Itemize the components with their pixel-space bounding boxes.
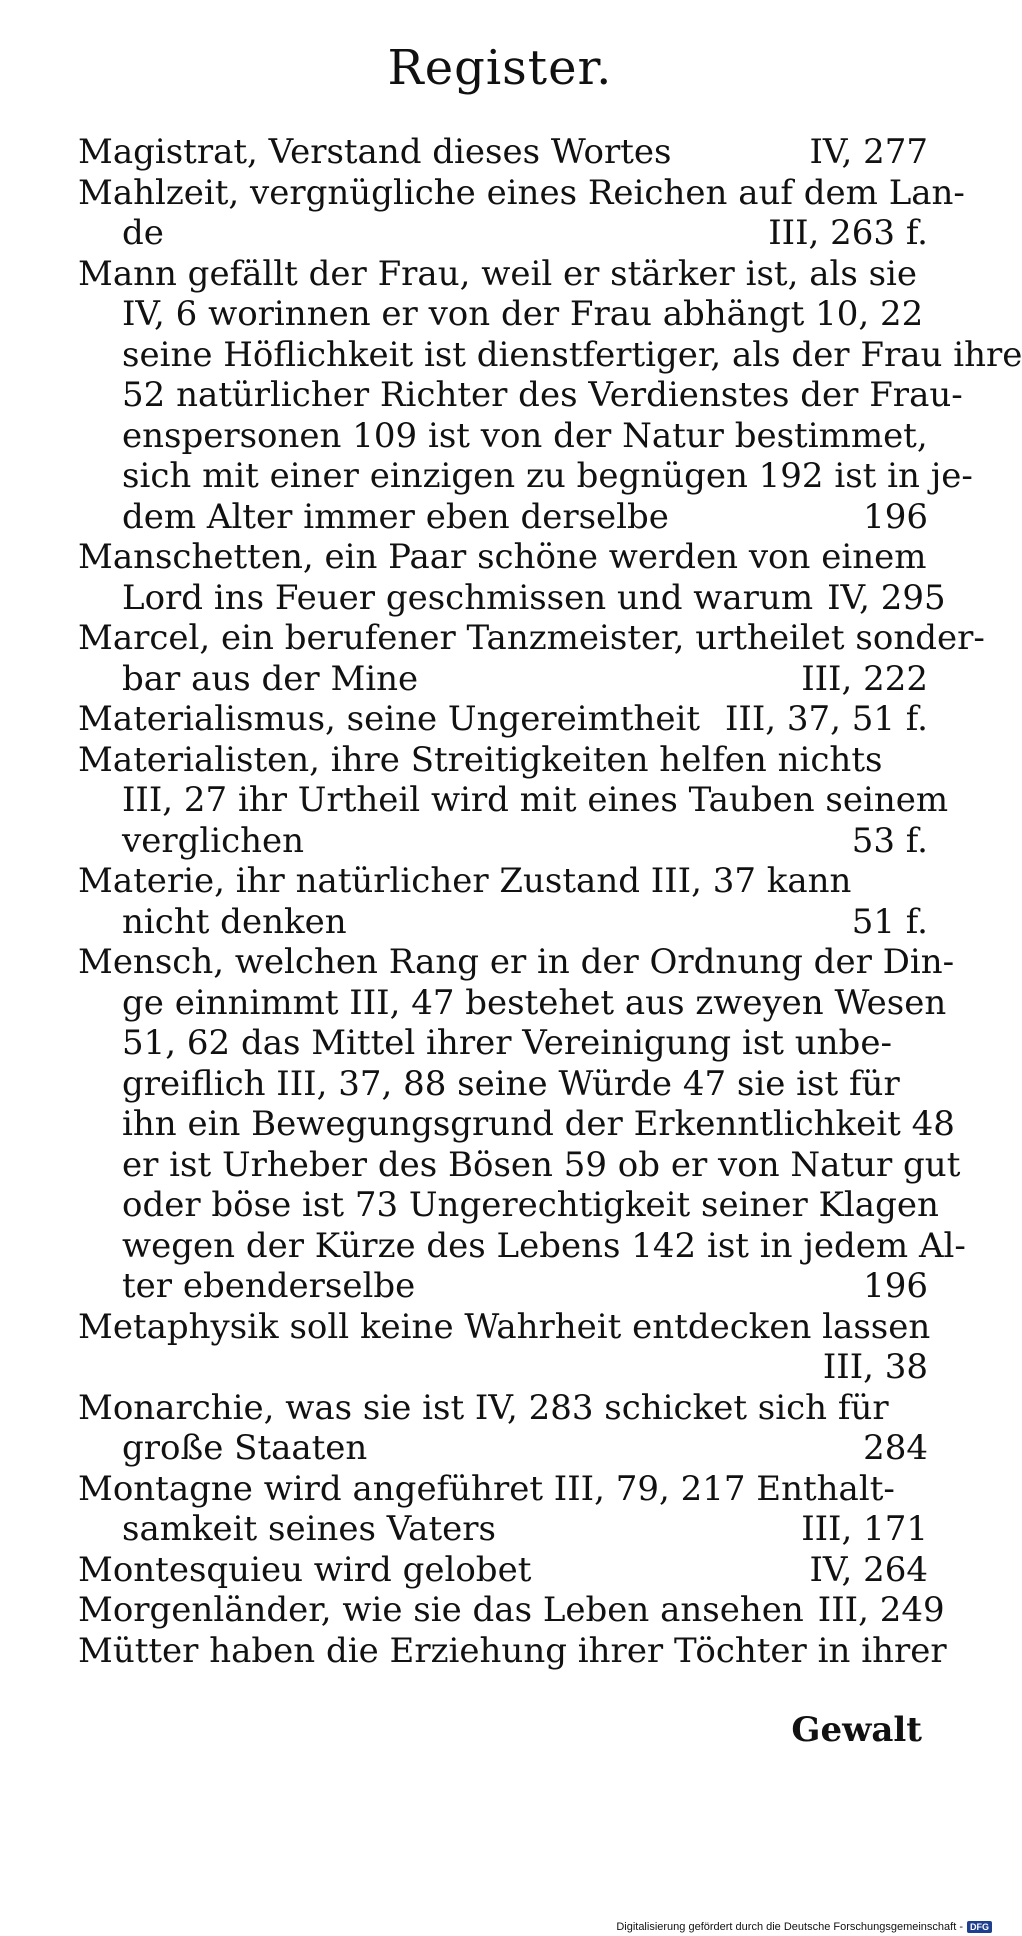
index-entries [78, 132, 1022, 1671]
entry-text: greiflich III, 37, 88 seine Würde 47 sie ist für [122, 1063, 900, 1104]
entry-first-line [78, 861, 928, 902]
digitization-footer [616, 1921, 992, 1933]
entry-continuation-line [78, 456, 973, 497]
entry-page-reference: III, 171 [801, 1509, 928, 1549]
entry-text: Mütter haben die Erziehung ihrer Töchter in ihrer [78, 1630, 947, 1671]
entry-text: seine Höflichkeit ist dienstfertiger, als der Frau ihre [122, 334, 1022, 375]
entry-first-line [78, 537, 928, 578]
entry-first-line [78, 254, 928, 295]
entry-first-line [78, 1590, 945, 1631]
entry-text: bar aus der Mine [122, 658, 419, 699]
entry-page-reference: 196 [863, 1266, 928, 1306]
entry-page-reference: IV, 295 [827, 577, 946, 618]
entry-page-reference: III, 222 [801, 658, 928, 699]
entry-text: dem Alter immer eben derselbe [122, 496, 669, 537]
entry-text: de [122, 213, 164, 253]
entry-continuation-line [78, 213, 928, 254]
entry-continuation-line [78, 294, 928, 335]
entry-first-line [78, 942, 955, 983]
index-entry [78, 1388, 928, 1469]
entry-text: III, 27 ihr Urtheil wird mit eines Tauben seinem [122, 780, 949, 820]
index-entry [78, 1590, 945, 1631]
entry-text: Materialismus, seine Ungereimtheit [78, 699, 701, 739]
entry-text: nicht denken [122, 901, 347, 942]
entry-continuation-line [78, 902, 928, 943]
entry-continuation-line [78, 497, 928, 538]
entry-text: Mahlzeit, vergnügliche eines Reichen auf dem Lan- [78, 172, 965, 213]
entry-first-line [78, 699, 928, 740]
entry-continuation-line [78, 334, 1022, 376]
entry-page-reference: III, 263 f. [768, 213, 928, 253]
entry-text: Materie, ihr natürlicher Zustand III, 37 kann [78, 861, 852, 901]
entry-continuation-line [78, 1347, 928, 1388]
entry-text: sich mit einer einzigen zu begnügen 192 ist in je- [122, 456, 973, 496]
entry-text: oder böse ist 73 Ungerechtigkeit seiner Klagen [122, 1185, 939, 1225]
entry-page-reference: III, 249 [817, 1590, 945, 1630]
entry-first-line [78, 172, 965, 214]
index-entry [78, 861, 928, 942]
entry-text: er ist Urheber des Bösen 59 ob er von Natur gut [122, 1144, 961, 1185]
index-entry [78, 1550, 928, 1591]
entry-continuation-line [78, 1185, 939, 1226]
entry-page-reference: 53 f. [851, 820, 928, 861]
entry-first-line [78, 1469, 928, 1510]
entry-continuation-line [78, 1266, 928, 1307]
entry-text: Montagne wird angeführet III, 79, 217 Enthalt- [78, 1468, 895, 1509]
entry-text: ter ebenderselbe [122, 1266, 416, 1306]
catchword: Gewalt [791, 1710, 922, 1750]
entry-page-reference: III, 38 [822, 1347, 928, 1387]
index-entry [78, 172, 965, 254]
entry-text: Metaphysik soll keine Wahrheit entdecken lassen [78, 1306, 931, 1347]
index-entry [78, 942, 966, 1307]
entry-continuation-line [78, 416, 928, 457]
entry-first-line [78, 132, 928, 173]
entry-continuation-line [78, 659, 928, 700]
index-entry [78, 1469, 928, 1550]
index-entry [78, 132, 928, 173]
entry-first-line [78, 1550, 928, 1591]
entry-text: 51, 62 das Mittel ihrer Vereinigung ist unbe- [122, 1023, 892, 1063]
entry-page-reference: IV, 277 [809, 132, 928, 172]
entry-text: ge einnimmt III, 47 bestehet aus zweyen Wesen [122, 982, 947, 1023]
entry-text: Manschetten, ein Paar schöne werden von einem [78, 537, 927, 577]
entry-continuation-line [78, 1428, 928, 1469]
entry-first-line [78, 1306, 931, 1348]
entry-text: verglichen [122, 820, 305, 861]
entry-continuation-line [78, 1064, 928, 1105]
entry-text: Monarchie, was sie ist IV, 283 schicket sich für [78, 1387, 889, 1428]
entry-text: große Staaten [122, 1428, 368, 1468]
entry-continuation-line [78, 821, 928, 862]
entry-continuation-line [78, 780, 949, 821]
entry-text: samkeit seines Vaters [122, 1509, 496, 1549]
index-entry [78, 253, 1022, 538]
page-title: Register. [387, 40, 613, 96]
entry-continuation-line [78, 1509, 928, 1550]
entry-continuation-line [78, 577, 946, 619]
entry-first-line [78, 618, 985, 659]
entry-text: Mann gefällt der Frau, weil er stärker ist, als sie [78, 253, 918, 294]
entry-first-line [78, 1630, 947, 1672]
entry-page-reference: 284 [863, 1428, 928, 1468]
dfg-logo-icon: DFG [967, 1921, 992, 1933]
entry-continuation-line [78, 982, 947, 1024]
footer-text: Digitalisierung gefördert durch die Deutsche Forschungsgemeinschaft - [616, 1921, 963, 1933]
index-entry [78, 537, 946, 618]
entry-text: Lord ins Feuer geschmissen und warum [122, 577, 814, 618]
entry-text: Marcel, ein berufener Tanzmeister, urtheilet sonder- [78, 618, 985, 658]
index-entry [78, 618, 985, 699]
entry-page-reference: IV, 264 [809, 1549, 928, 1590]
entry-text: Morgenländer, wie sie das Leben ansehen [78, 1590, 804, 1630]
entry-continuation-line [78, 1023, 928, 1064]
entry-continuation-line [78, 375, 963, 416]
entry-text: wegen der Kürze des Lebens 142 ist in jedem Al- [122, 1225, 966, 1266]
entry-text: Magistrat, Verstand dieses Wortes [78, 132, 672, 172]
entry-continuation-line [78, 1225, 966, 1267]
entry-text: ihn ein Bewegungsgrund der Erkenntlichkeit 48 [122, 1104, 955, 1144]
entry-text: Mensch, welchen Rang er in der Ordnung der Din- [78, 942, 955, 982]
entry-text: enspersonen 109 ist von der Natur bestimmet, [122, 415, 928, 456]
entry-text: IV, 6 worinnen er von der Frau abhängt 10, 22 [122, 294, 924, 334]
index-entry [78, 1306, 931, 1388]
entry-page-reference: 51 f. [851, 901, 928, 942]
entry-text: 52 natürlicher Richter des Verdienstes der Frau- [122, 375, 963, 415]
entry-continuation-line [78, 1144, 961, 1186]
index-entry [78, 1630, 947, 1672]
entry-first-line [78, 1388, 928, 1429]
entry-page-reference: 196 [863, 496, 928, 537]
entry-first-line [78, 740, 928, 781]
index-entry [78, 699, 928, 740]
index-entry [78, 739, 949, 862]
entry-text: Materialisten, ihre Streitigkeiten helfen nichts [78, 739, 883, 780]
entry-text: Montesquieu wird gelobet [78, 1549, 532, 1590]
entry-page-reference: III, 37, 51 f. [724, 699, 928, 739]
entry-continuation-line [78, 1104, 955, 1145]
